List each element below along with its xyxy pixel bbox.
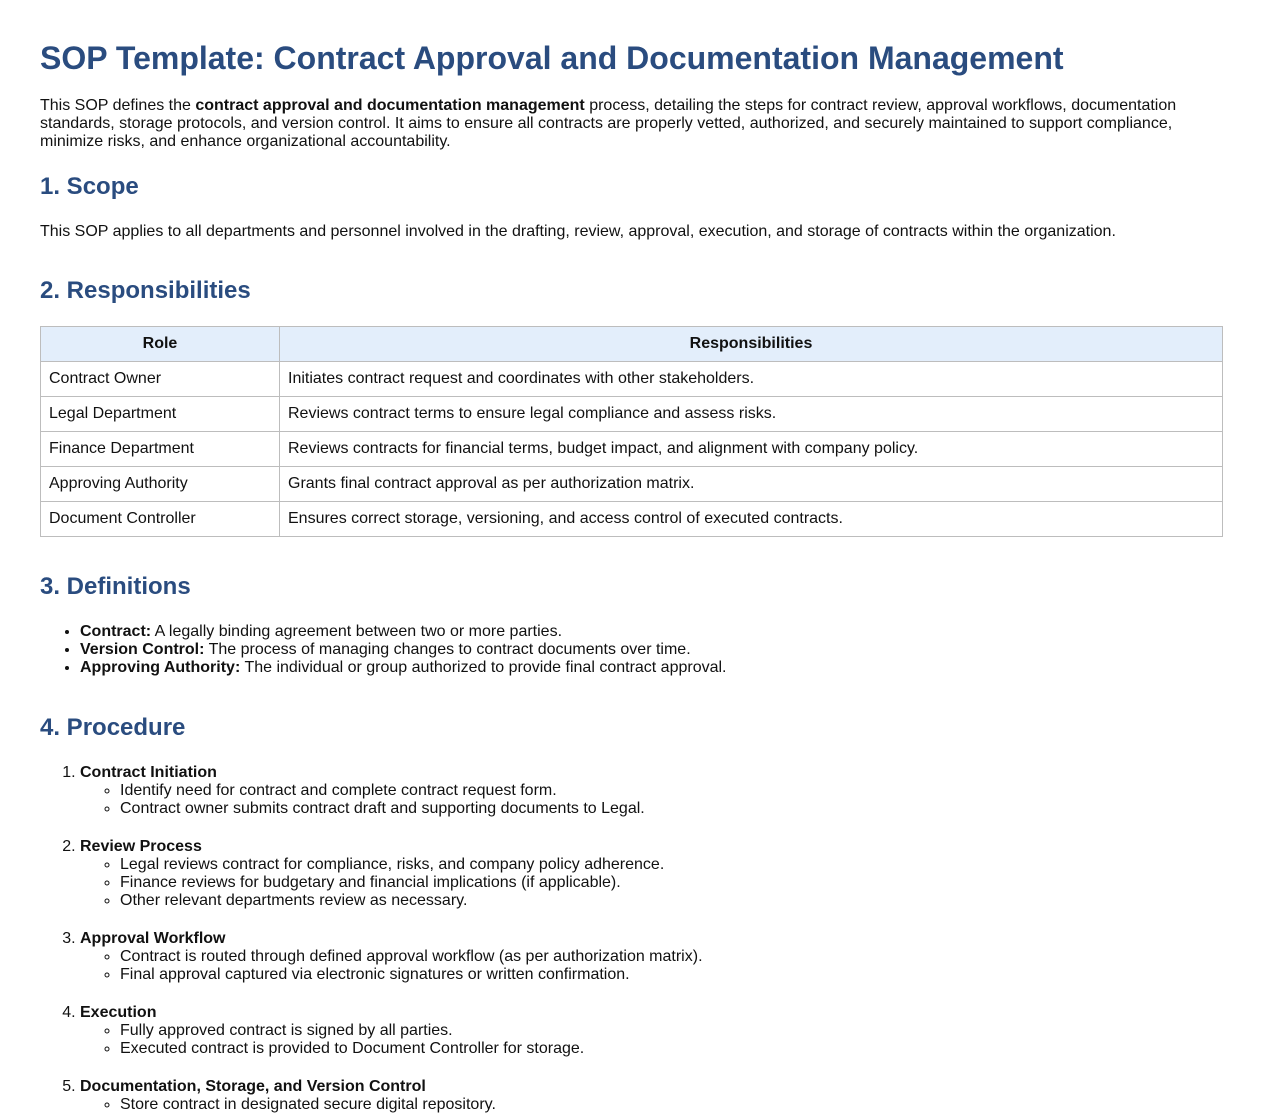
list-item: ◦ Contract is routed through defined approval workflow (as per authorization matrix). xyxy=(120,948,1223,966)
intro-text-bold: contract approval and documentation management xyxy=(195,97,585,114)
intro-text-after: process, detailing the steps for contract review, approval workflows, documentation standards, storage protocols, and version control. It aims to ensure all contracts are properly vetted, authorized, and securely maintained to support compliance, minimize risks, and enhance organizational accountability. xyxy=(40,97,1177,150)
table-row xyxy=(41,502,1223,537)
list-item: ◦ Store contract in designated secure digital repository. xyxy=(120,1096,1223,1114)
list-item: ◦ Other relevant departments review as necessary. xyxy=(120,892,1223,910)
definitions-heading: 3. Definitions xyxy=(40,573,191,600)
responsibility-cell: Initiates contract request and coordinates with other stakeholders. xyxy=(280,362,1223,397)
table-row xyxy=(41,467,1223,502)
step-substeps xyxy=(80,948,1223,984)
responsibility-cell: Ensures correct storage, versioning, and access control of executed contracts. xyxy=(280,502,1223,537)
definition-text: The individual or group authorized to provide final contract approval. xyxy=(240,659,727,676)
definitions-list xyxy=(40,623,1223,677)
step-title: Contract Initiation xyxy=(80,764,217,781)
definition-term: Approving Authority: xyxy=(80,659,241,676)
definition-text: A legally binding agreement between two or more parties. xyxy=(151,623,563,640)
responsibilities-heading: 2. Responsibilities xyxy=(40,277,251,304)
step-title: Execution xyxy=(80,1004,157,1021)
list-item xyxy=(80,623,1223,641)
role-cell: Finance Department xyxy=(41,432,280,467)
table-row xyxy=(41,362,1223,397)
step-substeps xyxy=(80,782,1223,818)
role-cell: Document Controller xyxy=(41,502,280,537)
scope-text: This SOP applies to all departments and personnel involved in the drafting, review, approval, execution, and storage of contracts within the organization. xyxy=(40,223,1116,240)
procedure-step xyxy=(80,1004,1223,1058)
list-item: ◦ Identify need for contract and complete contract request form. xyxy=(120,782,1223,800)
step-title: Approval Workflow xyxy=(80,930,226,947)
column-header-responsibilities: Responsibilities xyxy=(280,327,1223,362)
table-header-row xyxy=(41,327,1223,362)
list-item: ◦ Final approval captured via electronic signatures or written confirmation. xyxy=(120,966,1223,984)
responsibilities-table xyxy=(40,326,1223,537)
procedure-list xyxy=(40,764,1223,1114)
list-item xyxy=(80,641,1223,659)
list-item: ◦ Executed contract is provided to Document Controller for storage. xyxy=(120,1040,1223,1058)
scope-heading: 1. Scope xyxy=(40,173,139,200)
definition-term: Contract: xyxy=(80,623,152,640)
step-substeps xyxy=(80,1022,1223,1058)
list-item: ◦ Contract owner submits contract draft and supporting documents to Legal. xyxy=(120,800,1223,818)
step-title: Review Process xyxy=(80,838,202,855)
procedure-step xyxy=(80,838,1223,910)
role-cell: Legal Department xyxy=(41,397,280,432)
definition-text: The process of managing changes to contract documents over time. xyxy=(204,641,691,658)
intro-text-before: This SOP defines the xyxy=(40,97,196,114)
table-row xyxy=(41,432,1223,467)
procedure-heading: 4. Procedure xyxy=(40,714,186,741)
step-title: Documentation, Storage, and Version Control xyxy=(80,1078,426,1095)
step-substeps xyxy=(80,1096,1223,1114)
responsibility-cell: Reviews contract terms to ensure legal compliance and assess risks. xyxy=(280,397,1223,432)
list-item: ◦ Finance reviews for budgetary and financial implications (if applicable). xyxy=(120,874,1223,892)
procedure-step xyxy=(80,930,1223,984)
intro-paragraph xyxy=(40,97,1190,151)
procedure-step xyxy=(80,764,1223,818)
list-item: ◦ Legal reviews contract for compliance, risks, and company policy adherence. xyxy=(120,856,1223,874)
responsibility-cell: Grants final contract approval as per authorization matrix. xyxy=(280,467,1223,502)
role-cell: Contract Owner xyxy=(41,362,280,397)
role-cell: Approving Authority xyxy=(41,467,280,502)
page-title: SOP Template: Contract Approval and Documentation Management xyxy=(40,40,1064,76)
definition-term: Version Control: xyxy=(80,641,205,658)
responsibility-cell: Reviews contracts for financial terms, budget impact, and alignment with company policy. xyxy=(280,432,1223,467)
table-row xyxy=(41,397,1223,432)
list-item: ◦ Fully approved contract is signed by all parties. xyxy=(120,1022,1223,1040)
column-header-role: Role xyxy=(41,327,280,362)
procedure-step xyxy=(80,1078,1223,1114)
step-substeps xyxy=(80,856,1223,910)
list-item xyxy=(80,659,1223,677)
